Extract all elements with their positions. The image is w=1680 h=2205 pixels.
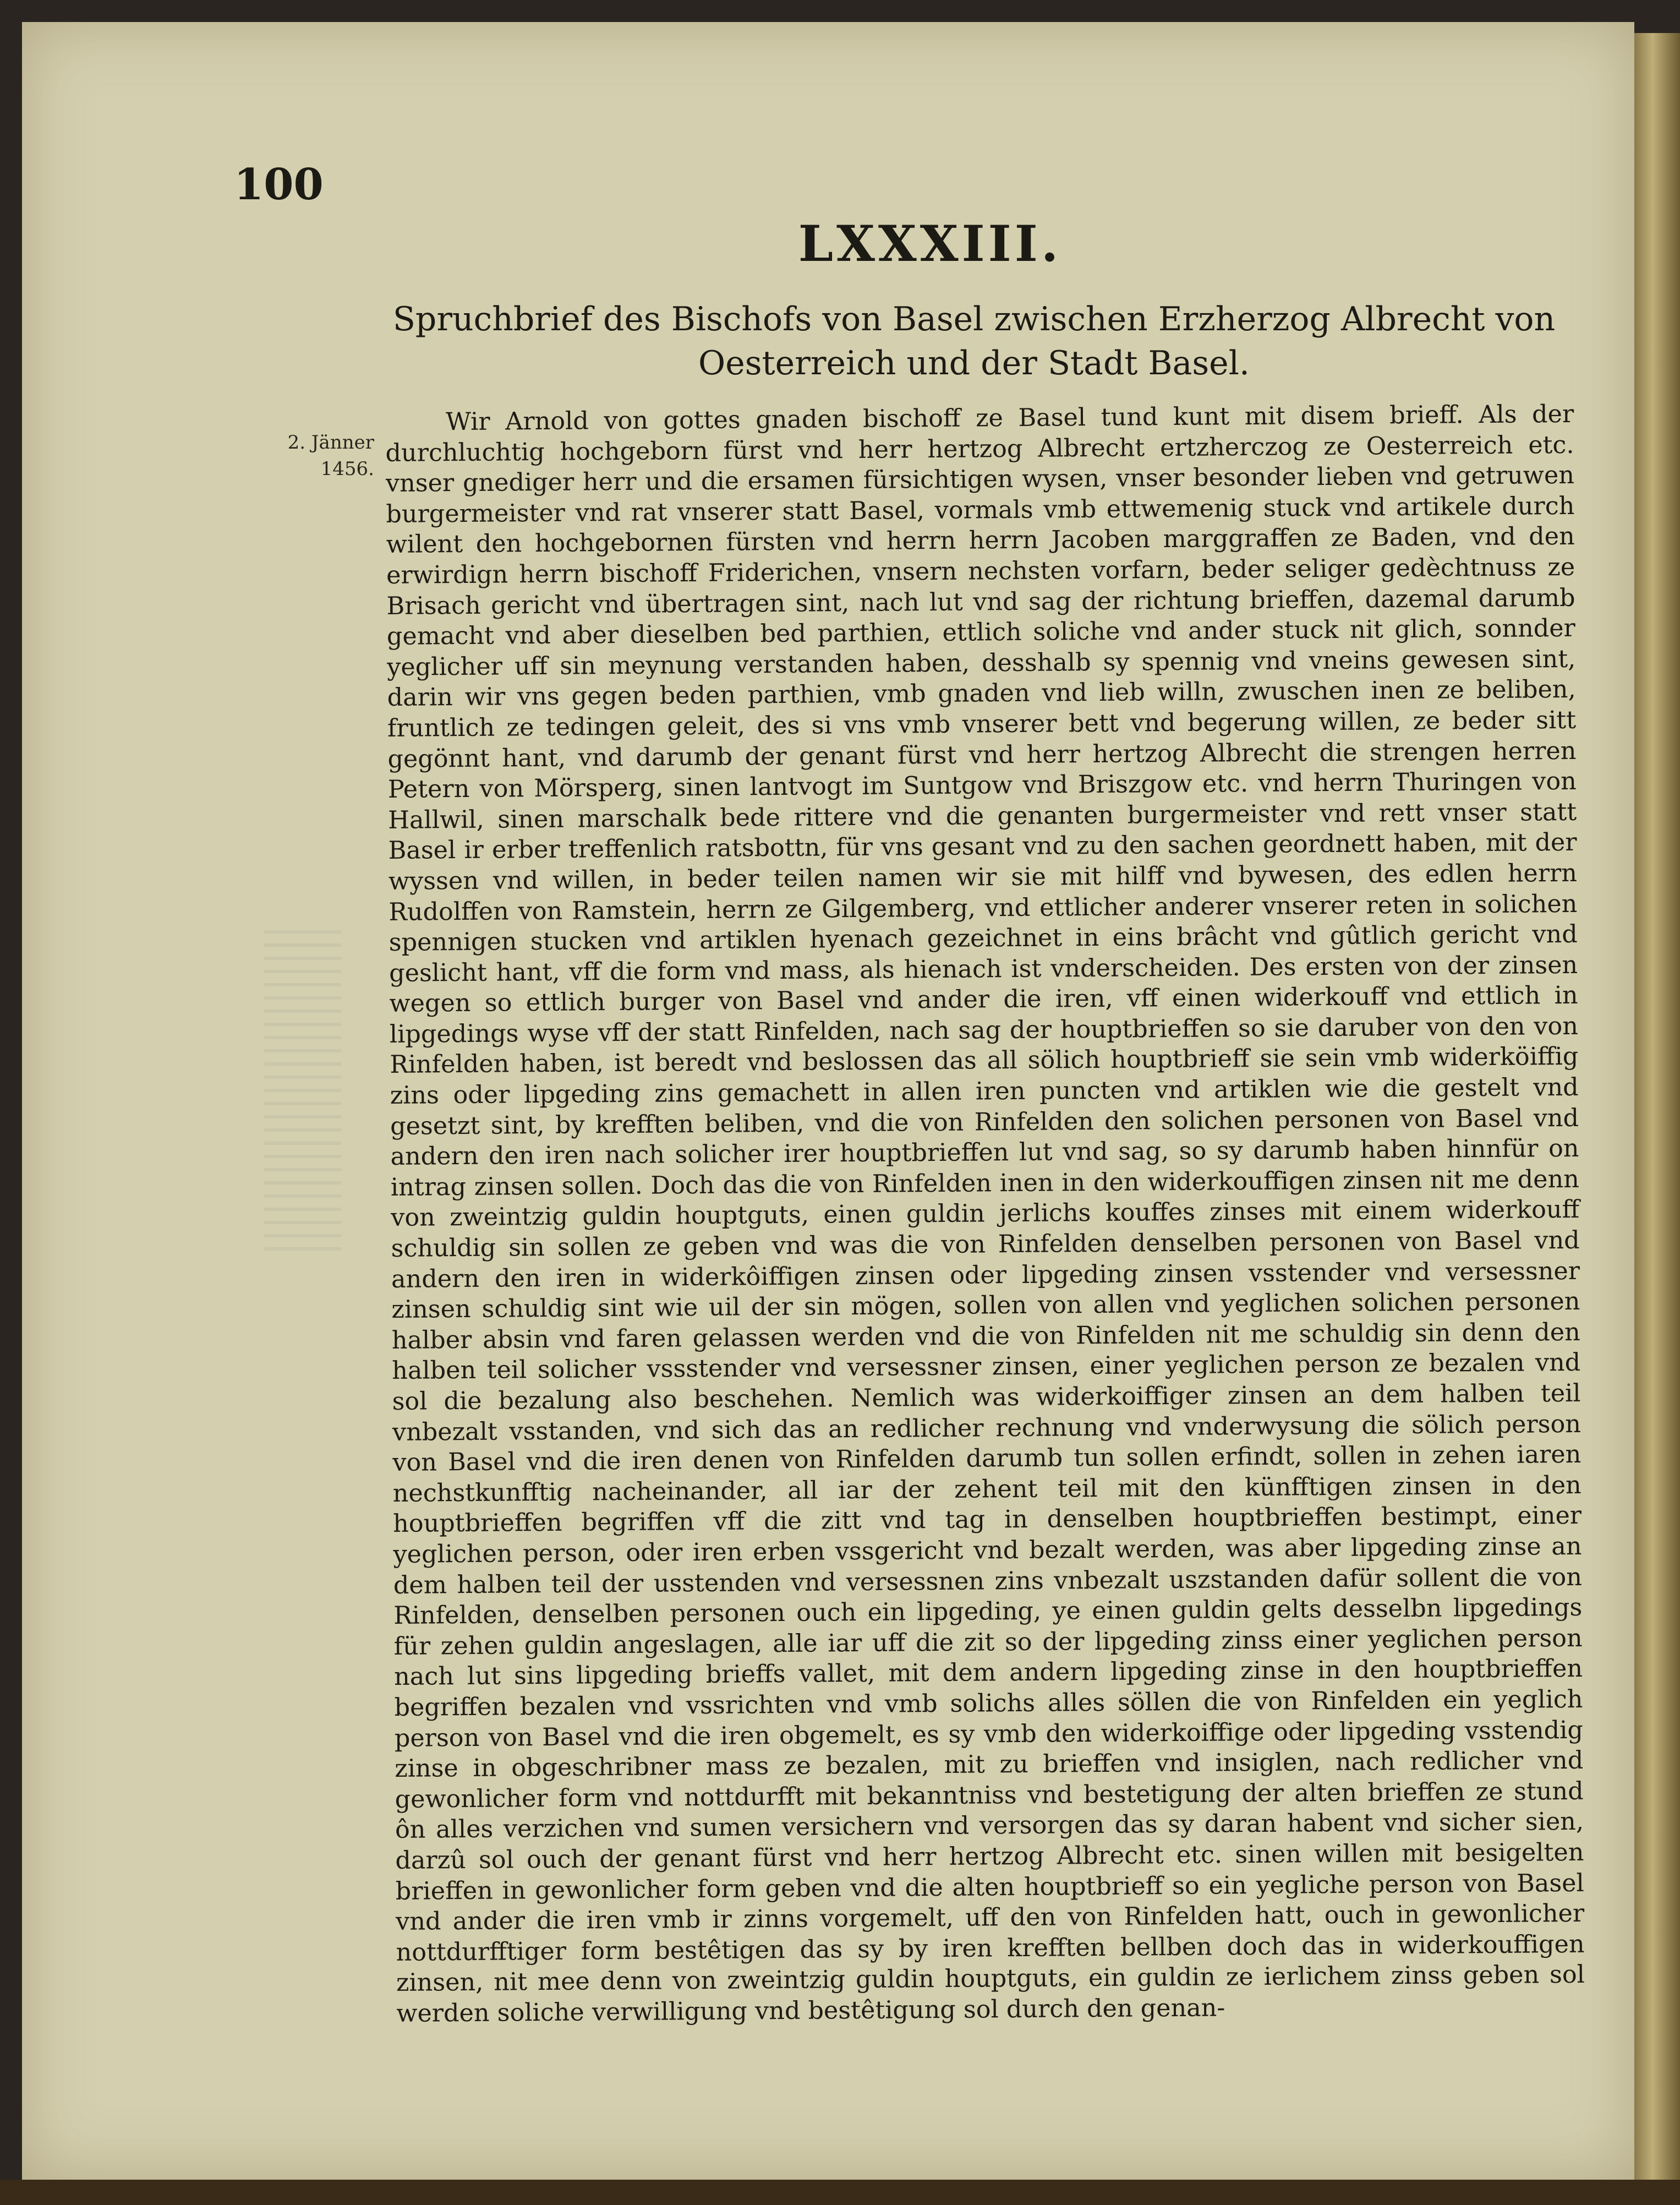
document-heading: Spruchbrief des Bischofs von Basel zwischen Erzherzog Albrecht von Oesterreich und der Stadt Basel. bbox=[392, 300, 1556, 383]
page-number: 100 bbox=[234, 160, 324, 210]
section-number bbox=[22, 215, 1634, 273]
book-bottom-edge bbox=[0, 2180, 1680, 2205]
body-paragraph: Wir Arnold von gottes gnaden bischoff ze Basel tund kunt mit disem brieff. Als der durchluchtig hochgeborn fürst vnd herr hertzog Albrecht ertzherczog ze Oesterreich etc. vnser gnediger herr und die ersamen fürsichtigen wysen, vnser besonder lieben vnd getruwen burgermeister vnd rat vnserer statt Basel, vormals vmb ettwemenig stuck vnd artikele durch wilent den hochgebornen fürsten vnd herrn herrn Jacoben marggraffen ze Baden, vnd den erwirdign herrn bischoff Friderichen, vnsern nechsten vorfarn, beder seliger gedèchtnuss ze Brisach gericht vnd übertragen sint, nach lut vnd sag der richtung brieffen, dazemal darumb gemacht vnd aber dieselben bed parthien, ettlich soliche vnd ander stuck nit glich, sonnder yeglicher uff sin meynung verstanden haben, desshalb sy spennig vnd vneins gewesen sint, darin wir vns gegen beden parthien, vmb gnaden vnd lieb willn, zwuschen inen ze beliben, fruntlich ze tedingen geleit, des si vns vmb vnserer bett vnd begerung willen, ze beder sitt gegönnt hant, vnd darumb der genant fürst vnd herr hertzog Albrecht die strengen herren Petern von Mörsperg, sinen lantvogt im Suntgow vnd Briszgow etc. vnd herrn Thuringen von Hallwil, sinen marschalk bede rittere vnd die genanten burgermeister vnd rett vnser statt Basel ir erber treffenlich ratsbottn, für vns gesant vnd zu den sachen geordnett haben, mit der wyssen vnd willen, in beder teilen namen wir sie mit hilff vnd bywesen, des edlen herrn Rudolffen von Ramstein, herrn ze Gilgemberg, vnd ettlicher anderer vnserer reten in solichen spennigen stucken vnd artiklen hyenach gezeichnet in eins brâcht vnd gûtlich gericht vnd geslicht hant, vff die form vnd mass, als hienach ist vnderscheiden. Des ersten von der zinsen wegen so ettlich burger von Basel vnd ander die iren, vff einen widerkouff vnd ettlich in lipgedings wyse vff der statt Rinfelden, nach sag der houptbrieffen so sie daruber von den von Rinfelden haben, ist beredt vnd beslossen das all sölich houptbrieff sie sein vmb widerköiffig zins oder lipgeding zins gemachett in allen iren puncten vnd artiklen wie die gestelt vnd gesetzt sint, by krefften beliben, vnd die von Rinfelden den solichen personen von Basel vnd andern den iren nach solicher irer houptbrieffen lut vnd sag, so sy darumb haben hinnfür on intrag zinsen sollen. Doch das die von Rinfelden inen in den widerkouffigen zinsen nit me denn von zweintzig guldin houptguts, einen guldin jerlichs kouffes zinses mit einem widerkouff schuldig sin sollen ze geben vnd was die von Rinfelden denselben personen von Basel vnd andern den iren in widerkôiffigen zinsen oder lipgeding zinsen vsstender vnd versessner zinsen schuldig sint wie uil der sin mögen, sollen von allen vnd yeglichen solichen personen halber absin vnd faren gelassen werden vnd die von Rinfelden nit me schuldig sin denn den halben teil solicher vssstender vnd versessner zinsen, einer yeglichen person ze bezalen vnd sol die bezalung also beschehen. Nemlich was widerkoiffiger zinsen an dem halben teil vnbezalt vsstanden, vnd sich das an redlicher rechnung vnd vnderwysung die sölich person von Basel vnd die iren denen von Rinfelden darumb tun sollen erfindt, sollen in zehen iaren nechstkunfftig nacheinander, all iar der zehent teil mit den künfftigen zinsen in den houptbrieffen begriffen vff die zitt vnd tag in denselben houptbrieffen bestimpt, einer yeglichen person, oder iren erben vssgericht vnd bezalt werden, was aber lipgeding zinse an dem halben teil der usstenden vnd versessnen zins vnbezalt uszstanden dafür sollent die von Rinfelden, denselben personen ouch ein lipgeding, ye einen guldin gelts desselbn lipgedings für zehen guldin angeslagen, alle iar uff die zit so der lipgeding zinss einer yeglichen person nach lut sins lipgeding brieffs vallet, mit dem andern lipgeding zinse in den houptbrieffen begriffen bezalen vnd vssrichten vnd vmb solichs alles söllen die von Rinfelden ein yeglich person von Basel vnd die iren obgemelt, es sy vmb den widerkoiffige oder lipgeding vsstendig zinse in obgeschribner mass ze bezalen, mit zu brieffen vnd insiglen, nach redlicher vnd gewonlicher form vnd nottdurfft mit bekanntniss vnd bestetigung der alten brieffen ze stund ôn alles verzichen vnd sumen versichern vnd versorgen das sy daran habent vnd sicher sien, darzû sol ouch der genant fürst vnd herr hertzog Albrecht etc. sinen willen mit besigelten brieffen in gewonlicher form geben vnd die alten houptbrieff so ein yegliche person von Basel vnd ander die iren vmb ir zinns vorgemelt, uff den von Rinfelden hatt, ouch in gewonlicher nottdurfftiger form bestêtigen das sy by iren krefften bellben doch das in widerkouffigen zinsen, nit mee denn von zweintzig guldin houptguts, ein guldin ze ierlichem zinss geben sol werden soliche verwilligung vnd bestêtigung sol durch den genan- bbox=[385, 400, 1585, 2028]
section-number-text: LXXXIII. bbox=[798, 215, 1062, 273]
document-body bbox=[385, 400, 1585, 2029]
margin-date-day: 2. Jänner bbox=[287, 432, 374, 454]
next-page-edge bbox=[1634, 33, 1680, 2180]
book-page bbox=[22, 22, 1634, 2180]
margin-date bbox=[264, 429, 374, 482]
bleed-through-text bbox=[264, 930, 341, 1260]
margin-date-year: 1456. bbox=[320, 458, 374, 480]
